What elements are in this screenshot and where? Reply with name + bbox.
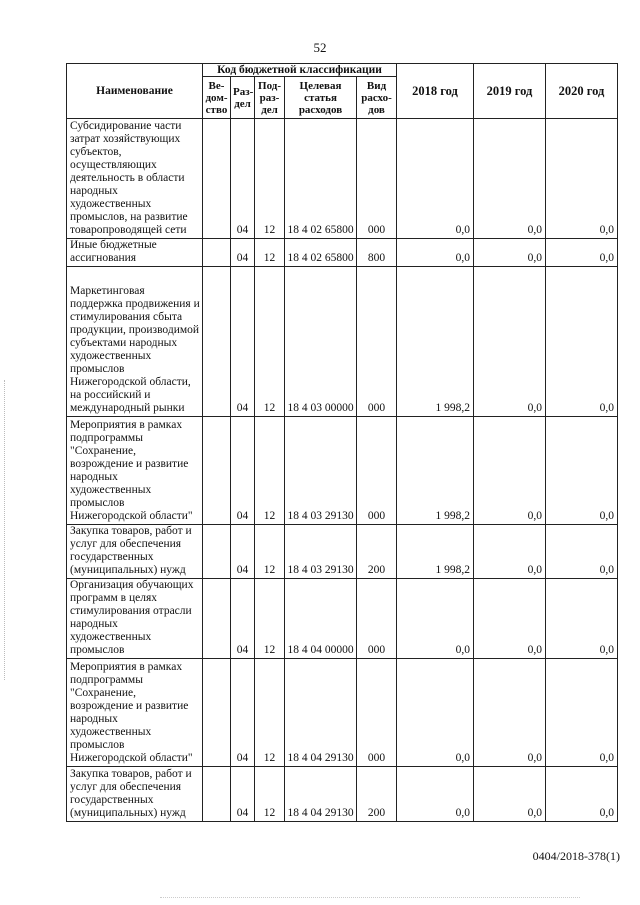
- table-row: [67, 119, 618, 239]
- table-row: [67, 767, 618, 822]
- row-2018: 1 998,2: [397, 417, 474, 525]
- table-row: [67, 579, 618, 659]
- row-2019: 0,0: [474, 417, 546, 525]
- row-2020: 0,0: [546, 525, 618, 579]
- row-vid: 000: [357, 579, 397, 659]
- row-razdel: 04: [231, 239, 255, 267]
- row-name: Иные бюджетные ассигнования: [67, 239, 203, 267]
- row-vid: 000: [357, 119, 397, 239]
- row-name: Мероприятия в рамках подпрограммы "Сохранение, возрождение и развитие народных художественных промыслов Нижегородской области": [67, 659, 203, 767]
- header-2020: 2020 год: [546, 64, 618, 119]
- row-2019: 0,0: [474, 767, 546, 822]
- row-2020: 0,0: [546, 239, 618, 267]
- row-podrazdel: 12: [255, 659, 285, 767]
- row-2019: 0,0: [474, 579, 546, 659]
- row-vedomstvo: [203, 767, 231, 822]
- row-vid: 800: [357, 239, 397, 267]
- row-2018: 0,0: [397, 659, 474, 767]
- budget-table: [66, 63, 618, 822]
- row-tselevaya: 18 4 02 65800: [285, 239, 357, 267]
- row-vedomstvo: [203, 417, 231, 525]
- row-tselevaya: 18 4 03 29130: [285, 525, 357, 579]
- row-2019: 0,0: [474, 525, 546, 579]
- row-podrazdel: 12: [255, 525, 285, 579]
- scan-edge-mark: [160, 897, 580, 899]
- row-vid: 200: [357, 525, 397, 579]
- header-vid: Вид расхо- дов: [357, 77, 397, 119]
- row-2018: 0,0: [397, 767, 474, 822]
- row-vedomstvo: [203, 119, 231, 239]
- row-name: Субсидирование части затрат хозяйствующих субъектов, осуществляющих деятельность в области народных художественных промыслов, на развитие товаропроводящей сети: [67, 119, 203, 239]
- header-2019: 2019 год: [474, 64, 546, 119]
- row-razdel: 04: [231, 417, 255, 525]
- header-podrazdel: Под- раз- дел: [255, 77, 285, 119]
- row-name: Маркетинговая поддержка продвижения и стимулирования сбыта продукции, производимой субъектами народных художественных промыслов Нижегородской области, на российский и международный рынки: [67, 267, 203, 417]
- header-razdel: Раз- дел: [231, 77, 255, 119]
- row-vedomstvo: [203, 267, 231, 417]
- row-2018: 1 998,2: [397, 525, 474, 579]
- row-2020: 0,0: [546, 579, 618, 659]
- row-vid: 200: [357, 767, 397, 822]
- row-tselevaya: 18 4 03 29130: [285, 417, 357, 525]
- row-vedomstvo: [203, 239, 231, 267]
- table-row: [67, 417, 618, 525]
- row-name: Закупка товаров, работ и услуг для обеспечения государственных (муниципальных) нужд: [67, 767, 203, 822]
- row-podrazdel: 12: [255, 267, 285, 417]
- header-name: Наименование: [67, 64, 203, 119]
- row-name: Мероприятия в рамках подпрограммы "Сохранение, возрождение и развитие народных художественных промыслов Нижегородской области": [67, 417, 203, 525]
- row-2019: 0,0: [474, 267, 546, 417]
- row-2020: 0,0: [546, 417, 618, 525]
- row-name: Закупка товаров, работ и услуг для обеспечения государственных (муниципальных) нужд: [67, 525, 203, 579]
- row-podrazdel: 12: [255, 579, 285, 659]
- row-vedomstvo: [203, 525, 231, 579]
- row-razdel: 04: [231, 579, 255, 659]
- row-2018: 0,0: [397, 119, 474, 239]
- row-tselevaya: 18 4 02 65800: [285, 119, 357, 239]
- row-2019: 0,0: [474, 119, 546, 239]
- row-vid: 000: [357, 267, 397, 417]
- row-vid: 000: [357, 659, 397, 767]
- row-tselevaya: 18 4 04 00000: [285, 579, 357, 659]
- row-2018: 1 998,2: [397, 267, 474, 417]
- row-vedomstvo: [203, 579, 231, 659]
- row-razdel: 04: [231, 525, 255, 579]
- row-2019: 0,0: [474, 239, 546, 267]
- row-podrazdel: 12: [255, 417, 285, 525]
- row-vid: 000: [357, 417, 397, 525]
- header-tselevaya: Целевая статья расходов: [285, 77, 357, 119]
- table-row: [67, 525, 618, 579]
- row-2020: 0,0: [546, 659, 618, 767]
- document-code: 0404/2018-378(1): [532, 849, 620, 863]
- row-podrazdel: 12: [255, 119, 285, 239]
- row-razdel: 04: [231, 659, 255, 767]
- row-razdel: 04: [231, 767, 255, 822]
- row-tselevaya: 18 4 03 00000: [285, 267, 357, 417]
- row-vedomstvo: [203, 659, 231, 767]
- scan-edge-mark: [4, 380, 6, 680]
- row-2020: 0,0: [546, 267, 618, 417]
- row-2018: 0,0: [397, 239, 474, 267]
- row-razdel: 04: [231, 267, 255, 417]
- row-tselevaya: 18 4 04 29130: [285, 767, 357, 822]
- page-number: 52: [313, 40, 327, 55]
- row-name: Организация обучающих программ в целях стимулирования отрасли народных художественных промыслов: [67, 579, 203, 659]
- row-razdel: 04: [231, 119, 255, 239]
- table-row: [67, 659, 618, 767]
- row-2020: 0,0: [546, 119, 618, 239]
- row-podrazdel: 12: [255, 239, 285, 267]
- header-2018: 2018 год: [397, 64, 474, 119]
- row-2018: 0,0: [397, 579, 474, 659]
- header-code-group: Код бюджетной классификации: [203, 64, 397, 77]
- row-podrazdel: 12: [255, 767, 285, 822]
- header-vedomstvo: Ве- дом- ство: [203, 77, 231, 119]
- table-row: [67, 239, 618, 267]
- row-2019: 0,0: [474, 659, 546, 767]
- table-row: [67, 267, 618, 417]
- row-tselevaya: 18 4 04 29130: [285, 659, 357, 767]
- row-2020: 0,0: [546, 767, 618, 822]
